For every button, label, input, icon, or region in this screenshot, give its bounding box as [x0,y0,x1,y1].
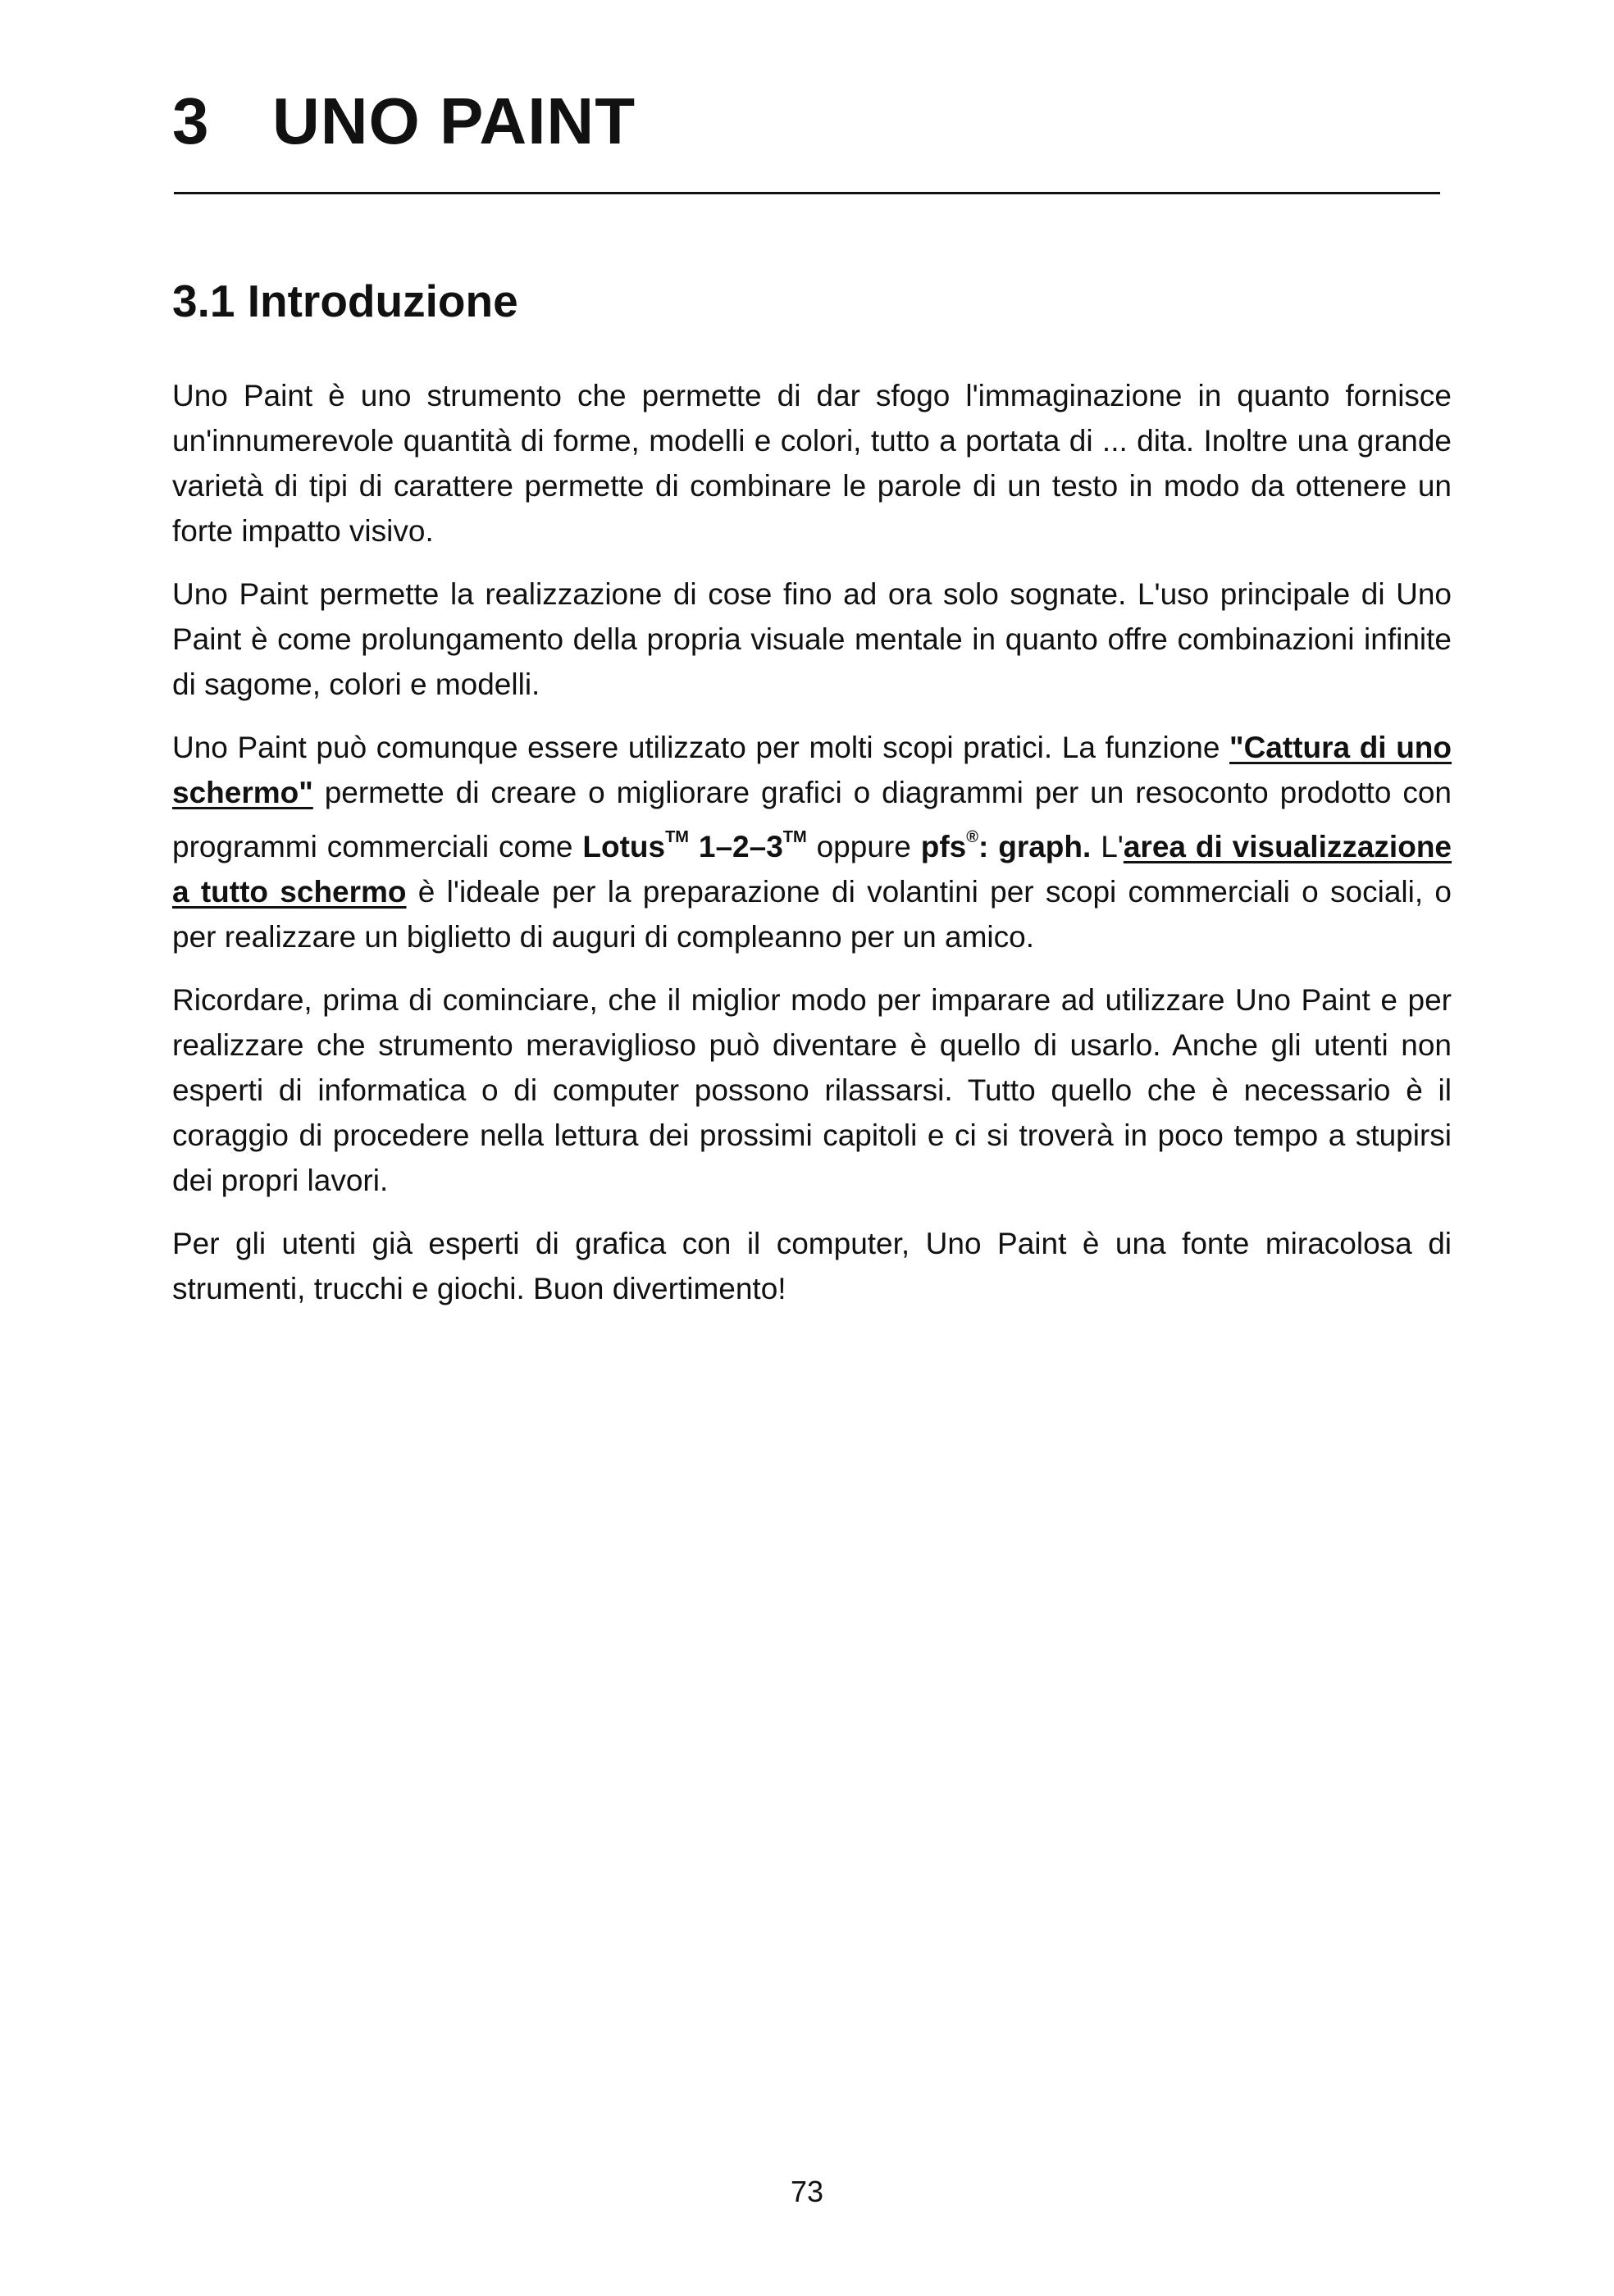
body-text [172,373,1452,1329]
lotus-brand: Lotus [582,830,666,863]
chapter-number: 3 [172,84,210,157]
paragraph-3-text-d: L' [1091,830,1124,863]
trademark-symbol-1: TM [665,828,689,846]
graph-brand: : graph. [978,830,1092,863]
paragraph-3 [172,725,1452,959]
capture-screen-term: "Cattura di uno schermo" [172,731,1452,809]
paragraph-3-text-a: Uno Paint può comunque essere utilizzato per molti scopi pratici. La funzione [172,731,1230,764]
paragraph-2: Uno Paint permette la realizzazione di cose fino ad ora solo sognate. L'uso principale di Uno Paint è come prolungamento della propria visuale mentale in quanto offre combinazioni infinite di sagome, colori e modelli. [172,577,1452,701]
pfs-brand: pfs [920,830,967,863]
paragraph-5: Per gli utenti già esperti di grafica con il computer, Uno Paint è una fonte miracolosa di strumenti, trucchi e giochi. Buon divertimento! [172,1227,1452,1305]
paragraph-3-text-b: permette di creare o migliorare grafici o diagrammi per un resoconto prodotto con programmi commerciali come [172,776,1452,863]
paragraph-1: Uno Paint è uno strumento che permette di dar sfogo l'immaginazione in quanto fornisce un'innumerevole quantità di forme, modelli e colori, tutto a portata di ... dita. Inoltre una grande varietà di tipi di carattere permette di combinare le parole di un testo in modo da ottenere un forte impatto visivo. [172,379,1452,548]
chapter-name: UNO PAINT [272,84,636,157]
paragraph-4: Ricordare, prima di cominciare, che il miglior modo per imparare ad utilizzare Uno Paint e per realizzare che strumento meraviglioso può diventare è quello di usarlo. Anche gli utenti non esperti di informatica o di computer possono rilassarsi. Tutto quello che è necessario è il coraggio di procedere nella lettura dei prossimi capitoli e ci si troverà in poco tempo a stupirsi dei propri lavori. [172,983,1452,1197]
registered-symbol: ® [966,828,978,846]
fullscreen-area-term: area di visualizzazione a tutto schermo [172,830,1452,909]
chapter-divider [174,192,1440,194]
paragraph-3-text-c: oppure [806,830,921,863]
page-number: 73 [790,2175,824,2208]
paragraph-3-text-e: è l'ideale per la preparazione di volantini per scopi commerciali o sociali, o per realizzare un biglietto di auguri di compleanno per un amico. [172,875,1452,954]
lotus-version: 1–2–3 [688,830,783,863]
chapter-title [172,84,636,157]
section-title: 3.1 Introduzione [172,276,518,326]
trademark-symbol-2: TM [782,828,807,846]
